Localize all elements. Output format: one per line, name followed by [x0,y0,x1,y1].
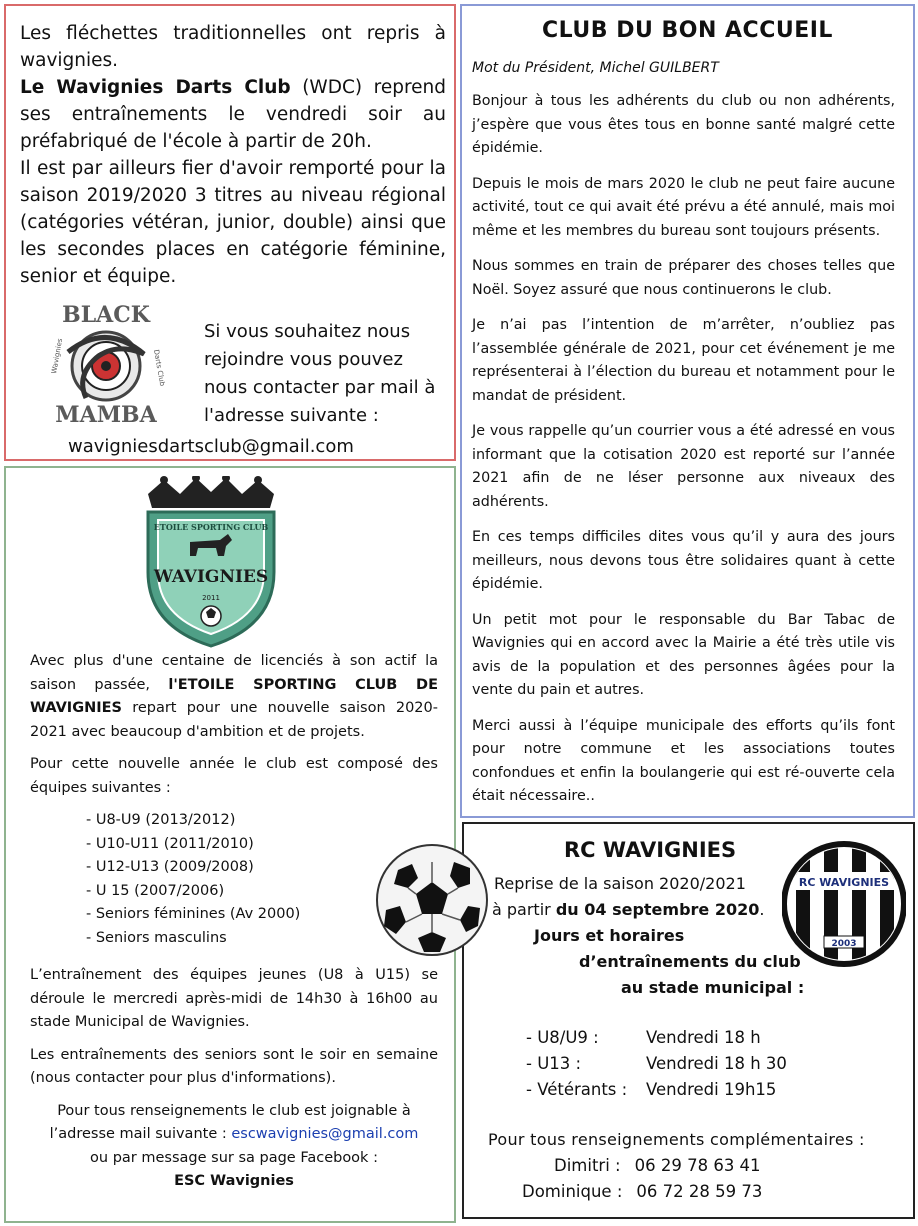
etoile-p4: Les entraînements des seniors sont le soir en semaine (nous contacter pour plus d'informations). [30,1046,438,1086]
crest-name: WAVIGNIES [153,567,269,587]
contact-row: Dominique : 06 72 28 59 73 [522,1182,763,1201]
schedule-row: - Vétérants : Vendredi 19h15 [526,1080,777,1099]
etoile-contact: Pour tous renseignements le club est joignable à l’adresse mail suivante : escwavignies@gmail.com ou par message sur sa page Facebook : ESC Wavignies [49,1102,419,1189]
accueil-paragraph: Je vous rappelle qu’un courrier vous a été adressé en vous informant que la cotisation 2020 est reporté sur l’année 2021 afin de ne léser personne aux niveaux des adhérents. [472,423,895,510]
logo-ring-right: Darts Club [152,348,166,387]
accueil-paragraph: En ces temps difficiles dites vous qu’il y aura des jours meilleurs, nous devons tous être solidaires quant à cette épidémie. [472,529,895,592]
logo-top-text: BLACK [62,302,150,328]
bon-accueil-article [460,4,915,818]
logo-bottom-text: MAMBA [55,402,157,426]
rc-info-line: Pour tous renseignements complémentaires : [488,1130,865,1149]
rc-wavignies-article [462,822,915,1219]
accueil-subtitle: Mot du Président, Michel GUILBERT [472,60,719,76]
team-item: - U 15 (2007/2006) [86,882,225,899]
schedule-row: - U8/U9 : Vendredi 18 h [526,1028,761,1047]
rc-crest-text: RC WAVIGNIES [798,876,890,889]
rc-schedule-heading-3: au stade municipal : [621,978,805,997]
accueil-paragraph: Nous sommes en train de préparer des choses telles que Noël. Soyez assuré que nous continuerons le club. [472,258,895,298]
darts-club-name: Le Wavignies Darts Club [20,77,291,98]
etoile-email-link[interactable]: escwavignies@gmail.com [231,1126,419,1142]
accueil-paragraph: Bonjour à tous les adhérents du club ou non adhérents, j’espère que vous êtes tous en bonne santé malgré cette épidémie. [472,93,895,156]
etoile-p3: L’entraînement des équipes jeunes (U8 à U15) se déroule le mercredi après-midi de 14h30 à 16h00 au stade Municipal de Wavignies. [30,967,438,1030]
schedule-row: - U13 : Vendredi 18 h 30 [526,1054,787,1073]
etoile-p2: Pour cette nouvelle année le club est composé des équipes suivantes : [30,756,438,796]
accueil-paragraph: Depuis le mois de mars 2020 le club ne peut faire aucune activité, tout ce qui avait été prévu a été annulé, mais moi même et les membres du bureau sont toujours présents. [472,175,895,239]
crest-band-text: ETOILE SPORTING CLUB [153,522,269,532]
team-item: - U10-U11 (2011/2010) [86,835,254,852]
team-item: - Seniors féminines (Av 2000) [86,906,301,922]
darts-email[interactable]: wavigniesdartsclub@gmail.com [68,436,354,457]
soccer-ball-icon [374,842,490,958]
darts-p1: Les fléchettes traditionnelles ont repris à wavignies. [20,23,446,71]
team-item: - Seniors masculins [86,929,227,946]
accueil-body [472,90,895,821]
darts-p3: Il est par ailleurs fier d'avoir remporté pour la saison 2019/2020 3 titres au niveau régional (catégories vétéran, junior, double) ainsi que les secondes places en catégorie féminine, senior et équipe. [20,158,446,287]
phone-number[interactable]: 06 29 78 63 41 [634,1156,761,1175]
darts-p2: Le Wavignies Darts Club (WDC) reprend ses entraînements le vendredi soir au préfabriqué de l'école à partir de 20h. [20,77,446,152]
darts-join-text: Si vous souhaitez nous rejoindre vous pouvez nous contacter par mail à l'adresse suivante : [204,321,436,426]
darts-intro [20,20,446,290]
rc-schedule-heading-2: d’entraînements du club [579,952,801,971]
etoile-club-name: l'ETOILE SPORTING CLUB DE WAVIGNIES [30,676,438,716]
rc-crest-year: 2003 [831,939,857,949]
rc-date-line: à partir du 04 septembre 2020. [492,900,765,919]
accueil-title: CLUB DU BON ACCUEIL [542,18,833,43]
logo-ring-left: Wavignies [50,337,65,375]
etoile-p1: Avec plus d'une centaine de licenciés à son actif la saison passée, l'ETOILE SPORTING CLUB DE WAVIGNIES repart pour une nouvelle saison 2020-2021 avec beaucoup d'ambition et de projets. [30,653,438,740]
accueil-paragraph: Un petit mot pour le responsable du Bar Tabac de Wavignies qui en accord avec la Mairie a été très utile vis avis de la population et des personnes âgées pour la vente du pain et autres. [472,611,895,698]
etoile-crest-logo [140,476,282,648]
rc-title: RC WAVIGNIES [564,838,737,862]
black-mamba-logo [46,302,166,426]
rc-season-line: Reprise de la saison 2020/2021 [494,874,746,893]
phone-number[interactable]: 06 72 28 59 73 [636,1182,763,1201]
contact-row: Dimitri : 06 29 78 63 41 [554,1156,761,1175]
darts-club-article [4,4,456,461]
etoile-facebook: ESC Wavignies [174,1173,294,1189]
accueil-paragraph: Merci aussi à l’équipe municipale des efforts qu’ils font pour notre commune et les associations toutes confondues et enfin la boulangerie qui est ré-ouverte cela était nécessaire.. [472,717,895,804]
team-item: - U8-U9 (2013/2012) [86,812,236,828]
team-item: - U12-U13 (2009/2008) [86,859,254,875]
accueil-paragraph: Je n’ai pas l’intention de m’arrêter, n’oubliez pas l’assemblée générale de 2021, pour cet événement je me représenterai à l’élection du bureau et notamment pour le mandat de président. [472,317,895,404]
crest-year: 2011 [202,594,220,602]
rc-schedule-heading-1: Jours et horaires [534,926,685,945]
